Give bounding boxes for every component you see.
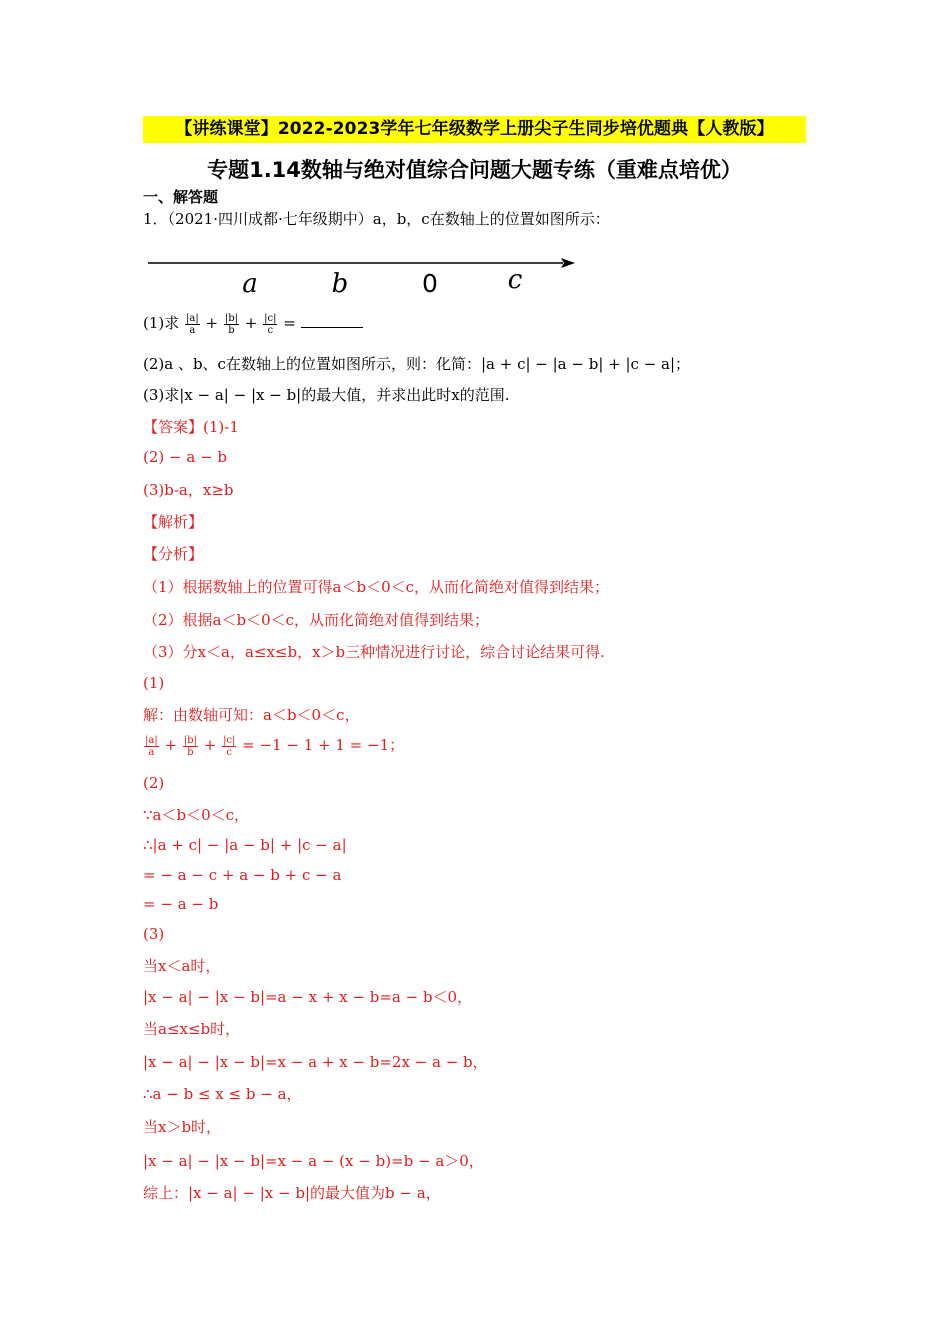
q1-prefix: (1)求 xyxy=(143,314,180,332)
solution-2-line-4: = − a − b xyxy=(143,895,219,913)
number-line-label-a: a xyxy=(242,269,258,299)
question-3: (3)求|x − a| − |x − b|的最大值，并求出此时x的范围. xyxy=(143,386,510,404)
problem-stem: 1．（2021·四川成都·七年级期中）a，b，c在数轴上的位置如图所示： xyxy=(143,210,610,228)
question-2: (2)a 、b、c在数轴上的位置如图所示，则：化简：|a + c| − |a − b| + |c − a|； xyxy=(143,355,691,373)
answer-2: (2) − a − b xyxy=(143,448,228,466)
solution-2-head: (2) xyxy=(143,774,165,792)
q1-frac-b: $\frac{|b|}{b}$ xyxy=(224,312,238,336)
sol-1-result: = −1 − 1 + 1 = −1； xyxy=(237,736,405,754)
solution-1-fraction-line: $\frac{|a|}{a}$ + $\frac{|b|}{b}$ + $\frac{|c|}{c}$ = −1 − 1 + 1 = −1； xyxy=(145,734,405,758)
jiexi-label: 【解析】 xyxy=(143,513,204,531)
solution-3-line-8: 综上：|x − a| − |x − b|的最大值为b − a， xyxy=(143,1184,441,1202)
solution-2-line-1: ∵a＜b＜0＜c， xyxy=(143,806,250,824)
page-title: 专题1.14数轴与绝对值综合问题大题专练（重难点培优） xyxy=(207,158,742,182)
number-line-figure xyxy=(143,240,583,302)
sol-frac-c: $\frac{|c|}{c}$ xyxy=(223,734,236,758)
answer-blank xyxy=(301,315,363,328)
sol-frac-b: $\frac{|b|}{b}$ xyxy=(183,734,197,758)
sol-frac-a: $\frac{|a|}{a}$ xyxy=(145,734,158,758)
solution-1-line: 解：由数轴可知：a＜b＜0＜c， xyxy=(143,706,360,724)
solution-3-head: (3) xyxy=(143,925,165,943)
answer-label: 【答案】 xyxy=(143,418,204,436)
solution-2-line-3: = − a − c + a − b + c − a xyxy=(143,866,342,884)
q1-frac-a: $\frac{|a|}{a}$ xyxy=(186,312,199,336)
number-line-label-zero: 0 xyxy=(422,269,438,298)
fenxi-label: 【分析】 xyxy=(143,545,204,563)
number-line-label-c: c xyxy=(507,265,523,295)
solution-3-line-6: 当x＞b时， xyxy=(143,1118,222,1136)
solution-3-line-2: |x − a| − |x − b|=a − x + x − b=a − b＜0， xyxy=(143,988,473,1006)
header-banner: 【讲练课堂】2022-2023学年七年级数学上册尖子生同步培优题典【人教版】 xyxy=(143,116,806,143)
solution-3-line-4: |x − a| − |x − b|=x − a + x − b=2x − a − b， xyxy=(143,1053,488,1071)
solution-3-line-1: 当x＜a时， xyxy=(143,957,221,975)
solution-3-line-5: ∴a − b ≤ x ≤ b − a， xyxy=(143,1085,302,1103)
analysis-point-3: （3）分x＜a，a≤x≤b，x＞b三种情况进行讨论，综合讨论结果可得. xyxy=(143,643,605,661)
section-heading: 一、解答题 xyxy=(143,188,219,206)
number-line-label-b: b xyxy=(331,269,349,299)
answer-1: (1)-1 xyxy=(203,418,239,436)
answer-line-1 xyxy=(143,416,239,437)
question-1: (1)求 $\frac{|a|}{a}$ + $\frac{|b|}{b}$ + $\frac{|c|}{c}$ = xyxy=(143,312,363,336)
solution-2-line-2: ∴|a + c| − |a − b| + |c − a| xyxy=(143,836,347,854)
analysis-point-1: （1）根据数轴上的位置可得a＜b＜0＜c，从而化简绝对值得到结果； xyxy=(143,578,610,596)
answer-3: (3)b-a，x≥b xyxy=(143,481,234,499)
q1-suffix: = xyxy=(283,314,301,332)
q1-frac-c: $\frac{|c|}{c}$ xyxy=(264,312,277,336)
solution-1-head: (1) xyxy=(143,674,165,692)
solution-3-line-7: |x − a| − |x − b|=x − a − (x − b)=b − a＞0， xyxy=(143,1152,484,1170)
solution-3-line-3: 当a≤x≤b时， xyxy=(143,1020,241,1038)
number-line-arrow xyxy=(561,258,575,268)
analysis-point-2: （2）根据a＜b＜0＜c，从而化简绝对值得到结果； xyxy=(143,611,490,629)
